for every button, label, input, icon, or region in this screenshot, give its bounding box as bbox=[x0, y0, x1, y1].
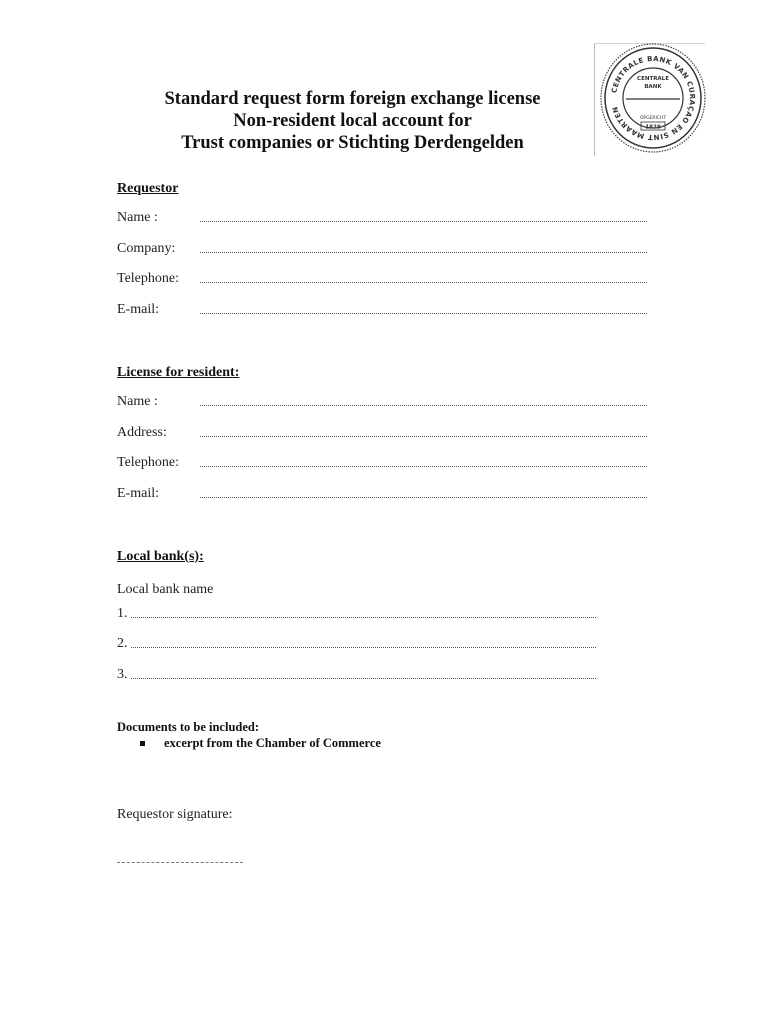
seal-center-bottom-2: 1828 bbox=[645, 124, 661, 131]
title-line-2: Non-resident local account for bbox=[233, 111, 472, 131]
title-line-3: Trust companies or Stichting Derdengelden bbox=[181, 133, 524, 153]
requestor-company-label: Company: bbox=[117, 241, 176, 256]
requestor-name-label: Name : bbox=[117, 210, 158, 225]
local-bank-number-3: 3. bbox=[117, 667, 128, 682]
signature-label: Requestor signature: bbox=[117, 807, 233, 822]
local-bank-field-2[interactable] bbox=[131, 647, 596, 648]
local-bank-number-2: 2. bbox=[117, 636, 128, 651]
license-name-field[interactable] bbox=[200, 405, 647, 406]
title-line-1: Standard request form foreign exchange license bbox=[164, 89, 541, 109]
license-email-field[interactable] bbox=[200, 497, 647, 498]
central-bank-seal bbox=[598, 42, 708, 154]
bullet-icon bbox=[140, 741, 145, 746]
requestor-company-field[interactable] bbox=[200, 252, 647, 253]
seal-center-top-1: CENTRALE bbox=[637, 76, 669, 82]
form-title bbox=[110, 88, 595, 154]
local-bank-field-1[interactable] bbox=[131, 617, 596, 618]
seal-center-bottom-1: OPGERICHT bbox=[639, 116, 667, 121]
seal-center-top-2: BANK bbox=[644, 84, 662, 90]
seal-ring-text: CENTRALE BANK VAN CURAÇAO EN SINT MAARTEN bbox=[610, 54, 697, 142]
requestor-email-label: E-mail: bbox=[117, 302, 159, 317]
requestor-telephone-label: Telephone: bbox=[117, 271, 179, 286]
document-item-1: excerpt from the Chamber of Commerce bbox=[164, 736, 381, 750]
local-banks-heading: Local bank(s): bbox=[117, 549, 204, 564]
license-address-label: Address: bbox=[117, 425, 167, 440]
requestor-name-field[interactable] bbox=[200, 221, 647, 222]
documents-heading: Documents to be included: bbox=[117, 720, 260, 734]
local-bank-name-label: Local bank name bbox=[117, 582, 214, 597]
license-address-field[interactable] bbox=[200, 436, 647, 437]
local-bank-number-1: 1. bbox=[117, 606, 128, 621]
requestor-email-field[interactable] bbox=[200, 313, 647, 314]
requestor-heading: Requestor bbox=[117, 181, 179, 196]
license-telephone-label: Telephone: bbox=[117, 455, 179, 470]
license-heading: License for resident: bbox=[117, 365, 240, 380]
requestor-telephone-field[interactable] bbox=[200, 282, 647, 283]
license-telephone-field[interactable] bbox=[200, 466, 647, 467]
signature-line[interactable] bbox=[117, 862, 243, 863]
license-email-label: E-mail: bbox=[117, 486, 159, 501]
license-name-label: Name : bbox=[117, 394, 158, 409]
local-bank-field-3[interactable] bbox=[131, 678, 596, 679]
